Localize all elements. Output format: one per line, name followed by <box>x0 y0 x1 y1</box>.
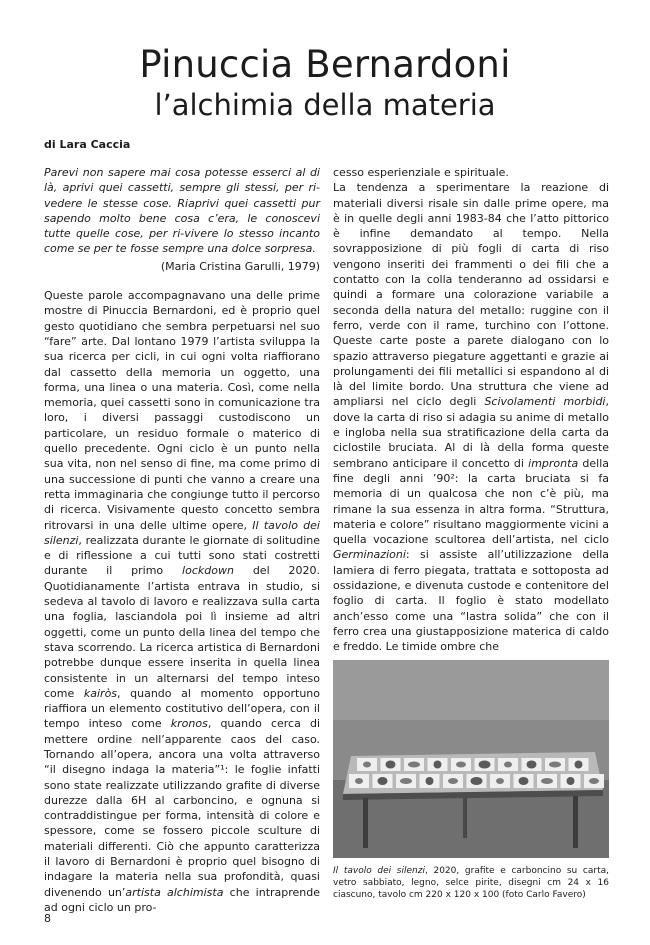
text-run: che intraprende ad ogni ciclo un pro- <box>44 885 321 914</box>
leaf-drawing <box>504 762 512 768</box>
epigraph-quote: Parevi non sapere mai cosa potesse esserci al di là, aprivi quei cassetti, sempre gli stessi, per ri-vedere le stesse cose. Riaprivi quei cassetti pur sapendo molto bene cosa c’era, le conoscevi tutte quelle cose, per ri-vivere lo stesso incanto come se per te fosse sempre una dolce sorpresa. <box>44 166 320 256</box>
photo-caption <box>333 865 609 901</box>
left-column <box>44 165 320 915</box>
caption-text: , 2020, grafite e carboncino su carta, vetro sabbiato, legno, selce pirite, disegni cm 24 x 16 ciascuno, tavolo cm 220 x 120 x 100 (foto Carlo Favero) <box>333 866 609 900</box>
leaf-drawing <box>575 761 583 769</box>
italic-term: lockdown <box>182 564 234 578</box>
leaf-drawing <box>479 761 491 769</box>
text-run: , quando al momento opportuno riaffiora un elemento costitutivo dell’opera, con il tempo inteso come <box>44 686 320 731</box>
byline: di Lara Caccia <box>44 138 131 151</box>
leaf-drawing <box>549 762 561 768</box>
italic-term: impronta <box>528 456 579 470</box>
text-run: La tendenza a sperimentare la reazione di materiali diversi risale sin dalle prime opere, ma è in quelle degli anni 1983-84 che l’atto pittorico è infine demandato al tempo. Nella sovrapposizione di più fogli di carta di riso vengono inseriti dei frammenti o dei fili che a contatto con la colla tenderanno ad ossidarsi e quindi a formare una colorazione variabile a seconda della natura del metallo: ruggine con il ferro, verde con il rame, turchino con l’ottone. Queste carte poste a parete dialogano con lo spazio attraverso piegature aggettanti e grazie ai prolungamenti dei fili metallici si espandono al di là del limite bordo. Una struttura che viene ad ampliarsi nel ciclo degli <box>333 181 609 409</box>
leaf-drawing <box>408 762 420 768</box>
leaf-drawing <box>434 761 442 769</box>
italic-term: kairòs <box>83 686 118 700</box>
italic-term: artista alchimista <box>125 885 224 899</box>
article-title: Pinuccia Bernardoni <box>139 43 511 86</box>
artwork-photo-illustration <box>333 660 609 858</box>
artwork-title: Il tavolo dei silenzi <box>44 518 320 547</box>
leaf-drawing <box>386 761 396 769</box>
leaf-drawing <box>519 777 529 785</box>
text-run: del 2020. Quotidianamente l’artista entrava in studio, si sedeva al tavolo di lavoro e realizzava sulla carta una foglia, lasciandola poi lì insieme ad altri oggetti, come un punto della linea del tempo che stava scorrendo. La ricerca artistica di Bernardoni potrebbe dunque essere inserita in quella linea consistente in un alternarsi del tempo inteso come <box>44 564 321 700</box>
right-column <box>333 165 609 655</box>
body-paragraph <box>44 288 320 915</box>
artwork-series-title: Germinazioni <box>333 548 406 562</box>
leaf-drawing <box>426 777 434 785</box>
leaf-drawing <box>496 778 504 784</box>
text-run: , quando cerca di mettere ordine nell’apparente caos del caso. Tornando all’opera, ancora una volta attraverso “il disegno indaga la materia”¹: le foglie infatti sono state realizzate utilizzando grafite di diverse durezze dalla 6H al carboncino, e ognuna si contraddistingue per forma, intensità di colore e spessore, come se fossero piccole sculture di materiali differenti. Ciò che appunto caratterizza il lavoro di Bernardoni è proprio quel bisogno di indagare la materia nella sua profondità, quasi divenendo un’ <box>44 717 320 899</box>
text-run: della fine degli anni ’90²: la carta bruciata si fa memoria di un qualcosa che non c’è più, ma rimane la sua essenza in altra forma. “Struttura, materia e colore” risultano maggiormente vicini a quella vocazione scultorea dell’artista, nel ciclo <box>333 456 610 547</box>
leaf-drawing <box>378 777 388 785</box>
leaf-drawing <box>527 761 537 769</box>
leaf-drawing <box>589 778 599 784</box>
article-subtitle: l’alchimia della materia <box>154 88 496 122</box>
text-run: : si assiste all’utilizzazione della lamiera di ferro piegata, trattata e sottoposta ad ossidazione, e divenuta custode e contenitore del foglio di carta. Il foglio è stato modellato anch’esso come una “lastra solida” che con il ferro crea una giustapposizione materica di caldo e freddo. Le timide ombre che <box>333 548 609 654</box>
body-paragraph: cesso esperienziale e spirituale. <box>333 166 509 179</box>
text-run: , dove la carta di riso si adagia su anime di metallo e ingloba nella sua stratificazione della carta da ciclostile bruciata. Al di là della forma queste sembrano anticipare il concetto di <box>333 395 609 470</box>
leaf-drawing <box>355 778 363 784</box>
text-run: Queste parole accompagnavano una delle prime mostre di Pinuccia Bernardoni, ed è proprio quel gesto quotidiano che sembra perpetuarsi nel suo “fare” arte. Dal lontano 1979 l’artista sviluppa la sua ricerca per cicli, in cui ogni volta riaffiorano dal cassetto della memoria un oggetto, una forma, una linea o una materia. Così, come nella memoria, quei cassetti sono in comunicazione tra loro, i diversi passaggi custodiscono un particolare, un residuo formale o materico di quello precedente. Ogni ciclo è un punto nella sua vita, non nel senso di fine, ma come primo di una successione di punti che vanno a creare una retta immaginaria che congiunge tutto il percorso di ricerca. Visivamente questo concetto sembra ritrovarsi in una delle ultime opere, <box>44 289 320 532</box>
leaf-drawing <box>400 778 412 784</box>
leaf-drawing <box>363 762 371 768</box>
artwork-series-title: Scivolamenti morbidi <box>484 395 606 409</box>
page-number: 8 <box>44 912 51 925</box>
leaf-drawing <box>456 762 466 768</box>
italic-term: kronos <box>170 717 208 731</box>
body-paragraph <box>333 180 609 654</box>
epigraph-attribution: (Maria Cristina Garulli, 1979) <box>160 259 320 273</box>
leaf-drawing <box>471 777 483 785</box>
artwork-photo <box>333 660 609 858</box>
leaf-drawing <box>541 778 553 784</box>
leaf-drawing <box>448 778 458 784</box>
caption-artwork-title: Il tavolo dei silenzi <box>333 866 425 876</box>
text-run: , realizzata durante le giornate di solitudine e di riflessione a cui tutti sono stati costretti durante il primo <box>44 533 320 578</box>
leaf-drawing <box>567 777 575 785</box>
